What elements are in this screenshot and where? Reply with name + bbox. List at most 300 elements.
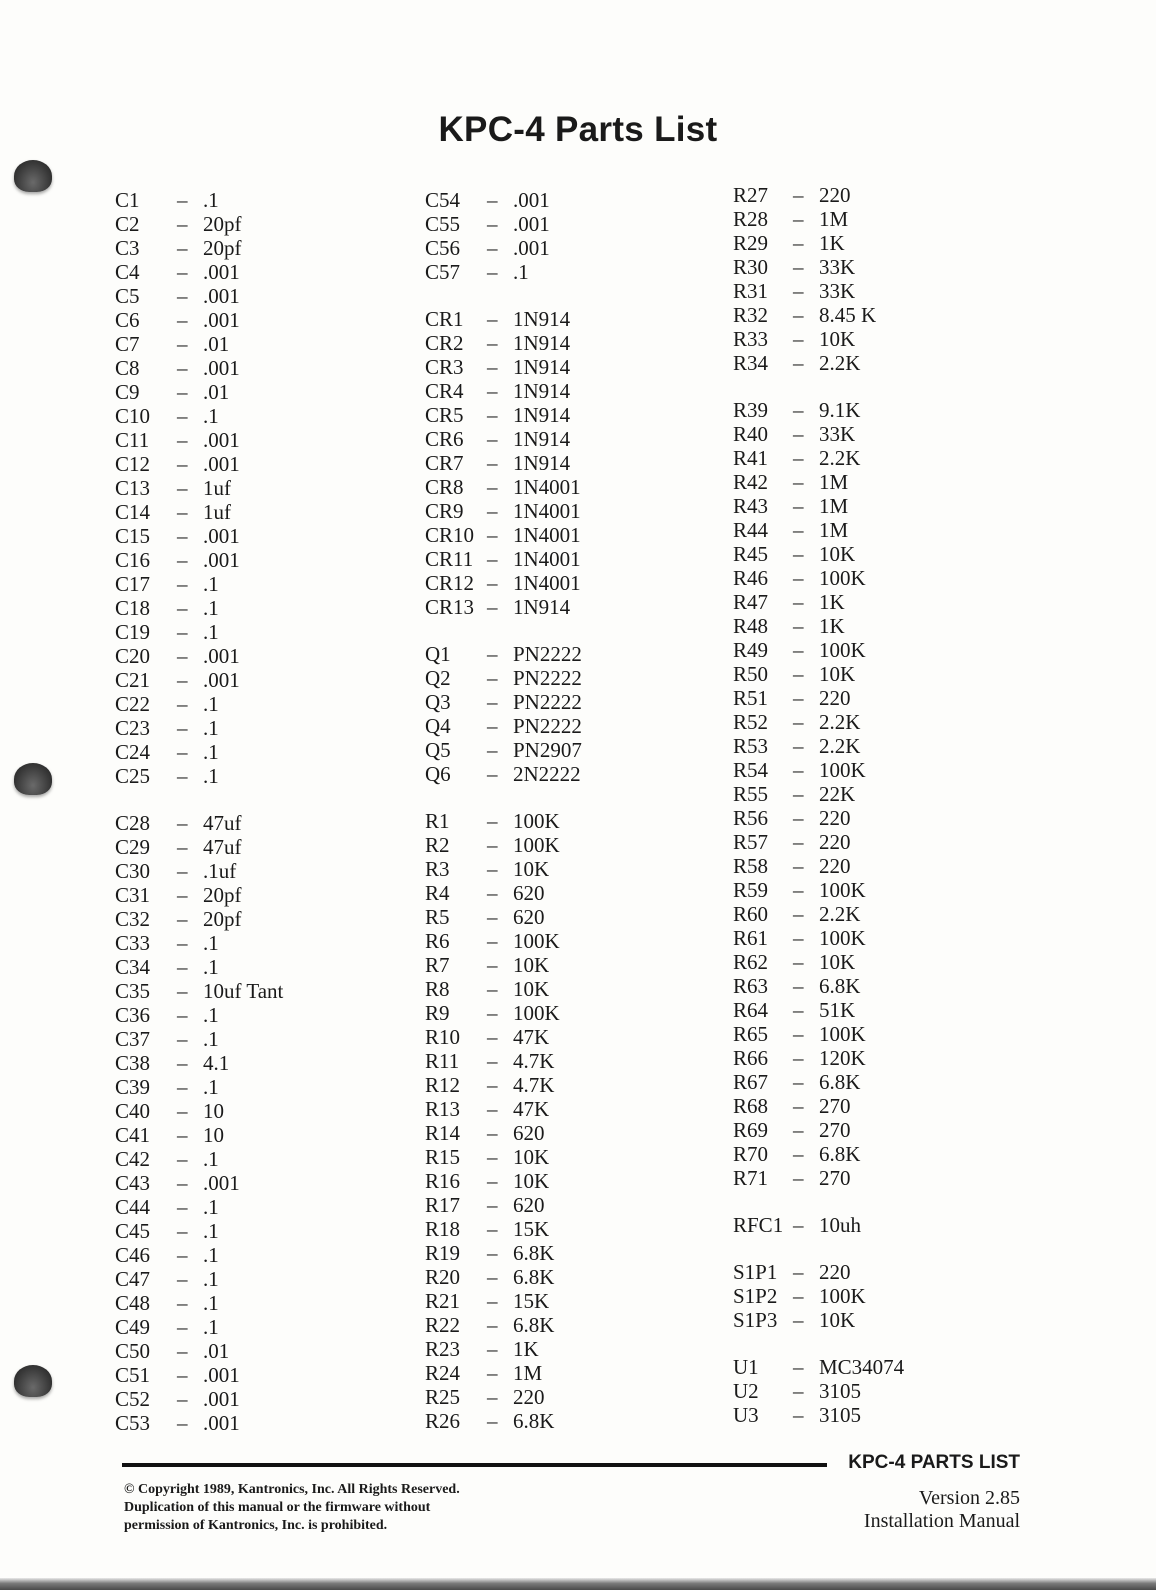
part-ref: Q1: [425, 642, 451, 666]
part-entry: [733, 422, 904, 446]
part-dash: –: [177, 979, 188, 1003]
part-entry: [733, 854, 904, 878]
part-entry: [733, 1022, 904, 1046]
part-entry: [733, 590, 904, 614]
part-ref: C14: [115, 500, 151, 524]
part-entry: [425, 642, 582, 666]
part-ref: R40: [733, 422, 769, 446]
part-ref: C25: [115, 764, 151, 788]
part-val: .1: [203, 1267, 219, 1291]
part-ref: C43: [115, 1171, 151, 1195]
part-dash: –: [487, 738, 498, 762]
part-ref: C34: [115, 955, 151, 979]
part-entry: [733, 207, 904, 231]
part-entry: [115, 404, 283, 428]
part-val: 47K: [513, 1097, 550, 1121]
part-dash: –: [177, 1051, 188, 1075]
part-entry: [115, 188, 283, 212]
part-val: 15K: [513, 1289, 550, 1313]
part-entry: [733, 686, 904, 710]
part-entry: [115, 668, 283, 692]
part-val: 120K: [819, 1046, 866, 1070]
part-dash: –: [793, 1403, 804, 1427]
part-ref: C18: [115, 596, 151, 620]
version-text: Version 2.85: [918, 1487, 1020, 1509]
part-entry: [425, 260, 582, 284]
part-ref: C19: [115, 620, 151, 644]
part-ref: C3: [115, 236, 140, 260]
part-val: 2.2K: [819, 710, 861, 734]
part-dash: –: [487, 857, 498, 881]
part-entry: [115, 236, 283, 260]
part-val: 1N914: [513, 307, 571, 331]
part-ref: CR10: [425, 523, 475, 547]
part-val: 270: [819, 1118, 851, 1142]
part-dash: –: [793, 494, 804, 518]
part-val: 100K: [819, 1284, 866, 1308]
part-ref: R64: [733, 998, 769, 1022]
part-dash: –: [177, 1171, 188, 1195]
part-dash: –: [793, 1118, 804, 1142]
part-val: .001: [203, 260, 240, 284]
part-ref: C17: [115, 572, 151, 596]
part-val: 4.1: [203, 1051, 230, 1075]
part-ref: R54: [733, 758, 769, 782]
part-ref: C28: [115, 811, 151, 835]
part-val: .001: [203, 452, 240, 476]
part-ref: U2: [733, 1379, 759, 1403]
part-dash: –: [177, 859, 188, 883]
part-val: .001: [203, 548, 240, 572]
part-ref: C57: [425, 260, 461, 284]
part-dash: –: [177, 212, 188, 236]
part-dash: –: [487, 690, 498, 714]
part-val: 3105: [819, 1403, 861, 1427]
part-entry: [425, 1049, 582, 1073]
part-dash: –: [177, 1027, 188, 1051]
part-val: 33K: [819, 279, 856, 303]
part-dash: –: [793, 351, 804, 375]
part-ref: R52: [733, 710, 769, 734]
part-ref: U1: [733, 1355, 759, 1379]
part-val: .1: [203, 764, 219, 788]
part-val: 100K: [819, 926, 866, 950]
part-dash: –: [487, 1361, 498, 1385]
part-entry: [733, 806, 904, 830]
part-entry: [425, 1337, 582, 1361]
part-val: .01: [203, 1339, 230, 1363]
part-entry: [115, 716, 283, 740]
part-dash: –: [487, 977, 498, 1001]
part-entry: [115, 644, 283, 668]
part-entry: [115, 308, 283, 332]
copyright-line: permission of Kantronics, Inc. is prohibited.: [124, 1518, 388, 1533]
part-ref: R4: [425, 881, 450, 905]
part-entry: [425, 714, 582, 738]
part-dash: –: [487, 1049, 498, 1073]
part-ref: R43: [733, 494, 769, 518]
part-ref: C22: [115, 692, 151, 716]
part-dash: –: [487, 523, 498, 547]
part-val: 1M: [819, 494, 849, 518]
part-entry: [115, 1171, 283, 1195]
part-val: 10K: [513, 953, 550, 977]
part-val: 220: [819, 806, 851, 830]
part-val: .001: [203, 284, 240, 308]
punch-hole-bottom: [14, 1365, 52, 1397]
part-ref: C55: [425, 212, 461, 236]
page-bottom-edge: [0, 1578, 1156, 1590]
part-entry: [115, 1147, 283, 1171]
part-val: 6.8K: [819, 974, 861, 998]
part-val: 2N2222: [513, 762, 581, 786]
copyright-line: © Copyright 1989, Kantronics, Inc. All Rights Reserved.: [124, 1482, 460, 1497]
part-ref: C4: [115, 260, 140, 284]
part-dash: –: [793, 1379, 804, 1403]
part-val: .1: [203, 1315, 219, 1339]
part-dash: –: [487, 1409, 498, 1433]
part-ref: R30: [733, 255, 769, 279]
part-entry: [425, 1121, 582, 1145]
part-ref: C44: [115, 1195, 151, 1219]
part-dash: –: [487, 595, 498, 619]
part-val: 10K: [819, 327, 856, 351]
part-dash: –: [793, 1094, 804, 1118]
part-ref: C5: [115, 284, 140, 308]
part-entry: [115, 811, 283, 835]
part-val: 100K: [819, 758, 866, 782]
part-entry: [733, 614, 904, 638]
part-ref: R66: [733, 1046, 769, 1070]
part-ref: R62: [733, 950, 769, 974]
part-ref: R11: [425, 1049, 460, 1073]
part-val: PN2222: [513, 642, 582, 666]
part-val: PN2907: [513, 738, 582, 762]
page-title: KPC-4 Parts List: [438, 110, 718, 149]
part-dash: –: [177, 1267, 188, 1291]
part-ref: C46: [115, 1243, 151, 1267]
part-val: .001: [203, 1411, 240, 1435]
part-ref: R57: [733, 830, 769, 854]
part-dash: –: [793, 1213, 804, 1237]
part-ref: R65: [733, 1022, 769, 1046]
part-entry: [115, 907, 283, 931]
part-ref: R8: [425, 977, 450, 1001]
part-ref: C21: [115, 668, 151, 692]
part-val: 15K: [513, 1217, 550, 1241]
part-val: 20pf: [203, 212, 242, 236]
part-ref: C56: [425, 236, 461, 260]
part-val: .001: [203, 1363, 240, 1387]
part-dash: –: [177, 931, 188, 955]
part-dash: –: [177, 955, 188, 979]
part-ref: S1P1: [733, 1260, 778, 1284]
part-dash: –: [793, 1308, 804, 1332]
part-entry: [115, 380, 283, 404]
part-ref: Q2: [425, 666, 451, 690]
part-dash: –: [487, 499, 498, 523]
part-val: .001: [203, 1171, 240, 1195]
part-entry: [425, 881, 582, 905]
part-entry: [733, 734, 904, 758]
part-ref: C38: [115, 1051, 151, 1075]
part-val: .1: [203, 955, 219, 979]
part-ref: C1: [115, 188, 140, 212]
part-dash: –: [177, 1363, 188, 1387]
part-ref: C40: [115, 1099, 151, 1123]
part-dash: –: [793, 422, 804, 446]
part-val: 3105: [819, 1379, 861, 1403]
part-entry: [425, 977, 582, 1001]
part-dash: –: [487, 953, 498, 977]
part-ref: C10: [115, 404, 151, 428]
part-val: 100K: [819, 878, 866, 902]
part-val: 100K: [513, 929, 560, 953]
part-dash: –: [487, 809, 498, 833]
part-dash: –: [793, 926, 804, 950]
part-ref: R53: [733, 734, 769, 758]
part-entry: [733, 183, 904, 207]
part-entry: [425, 307, 582, 331]
part-val: PN2222: [513, 714, 582, 738]
part-entry: [733, 710, 904, 734]
part-val: 1N914: [513, 595, 571, 619]
part-entry: [733, 255, 904, 279]
part-ref: CR4: [425, 379, 464, 403]
part-entry: [115, 260, 283, 284]
part-dash: –: [177, 404, 188, 428]
part-entry: [115, 428, 283, 452]
part-dash: –: [177, 476, 188, 500]
part-entry: [115, 1363, 283, 1387]
part-val: 33K: [819, 255, 856, 279]
part-dash: –: [487, 1001, 498, 1025]
part-val: 1N914: [513, 331, 571, 355]
part-dash: –: [177, 1003, 188, 1027]
part-val: .001: [203, 668, 240, 692]
part-entry: [115, 1003, 283, 1027]
part-entry: [733, 1166, 904, 1190]
part-entry: [733, 470, 904, 494]
part-entry: [115, 500, 283, 524]
part-dash: –: [177, 380, 188, 404]
part-dash: –: [793, 255, 804, 279]
part-val: .1: [203, 1147, 219, 1171]
part-val: 1N4001: [513, 523, 581, 547]
part-dash: –: [177, 356, 188, 380]
part-val: .01: [203, 332, 230, 356]
part-entry: [425, 451, 582, 475]
part-dash: –: [177, 236, 188, 260]
part-entry: [425, 475, 582, 499]
part-entry: [115, 883, 283, 907]
part-val: .01: [203, 380, 230, 404]
part-entry: [425, 953, 582, 977]
part-val: 1M: [513, 1361, 543, 1385]
part-val: .001: [513, 212, 550, 236]
part-ref: R21: [425, 1289, 461, 1313]
part-dash: –: [793, 327, 804, 351]
part-ref: R14: [425, 1121, 461, 1145]
part-entry: [733, 1070, 904, 1094]
part-dash: –: [487, 307, 498, 331]
part-dash: –: [793, 998, 804, 1022]
part-dash: –: [487, 1169, 498, 1193]
part-ref: R12: [425, 1073, 461, 1097]
part-val: .1: [203, 740, 219, 764]
part-ref: R71: [733, 1166, 769, 1190]
part-dash: –: [487, 666, 498, 690]
part-dash: –: [487, 1145, 498, 1169]
part-entry: [115, 1243, 283, 1267]
part-entry: [425, 762, 582, 786]
part-entry: [733, 1213, 904, 1237]
part-dash: –: [487, 929, 498, 953]
part-val: 10K: [819, 950, 856, 974]
part-ref: C9: [115, 380, 140, 404]
part-val: MC34074: [819, 1355, 905, 1379]
part-entry: [115, 284, 283, 308]
part-ref: R5: [425, 905, 450, 929]
part-dash: –: [487, 355, 498, 379]
part-val: .1uf: [203, 859, 237, 883]
part-val: 10K: [513, 1145, 550, 1169]
part-entry: [115, 332, 283, 356]
part-dash: –: [487, 1265, 498, 1289]
part-ref: C41: [115, 1123, 151, 1147]
part-dash: –: [793, 950, 804, 974]
part-val: 620: [513, 1121, 545, 1145]
part-ref: C31: [115, 883, 151, 907]
part-val: 4.7K: [513, 1049, 555, 1073]
part-ref: R50: [733, 662, 769, 686]
part-val: PN2222: [513, 666, 582, 690]
part-ref: CR8: [425, 475, 464, 499]
part-val: 2.2K: [819, 446, 861, 470]
part-dash: –: [177, 620, 188, 644]
part-val: .1: [203, 1243, 219, 1267]
part-val: 20pf: [203, 883, 242, 907]
copyright-notice: [124, 1481, 594, 1535]
part-val: 10K: [513, 977, 550, 1001]
part-ref: R60: [733, 902, 769, 926]
part-entry: [425, 547, 582, 571]
part-entry: [733, 542, 904, 566]
part-entry: [425, 1385, 582, 1409]
part-ref: C36: [115, 1003, 151, 1027]
part-dash: –: [177, 644, 188, 668]
part-dash: –: [177, 1123, 188, 1147]
part-dash: –: [177, 811, 188, 835]
part-entry: [425, 666, 582, 690]
part-ref: CR2: [425, 331, 464, 355]
part-ref: C15: [115, 524, 151, 548]
part-entry: [425, 809, 582, 833]
part-entry: [733, 398, 904, 422]
part-entry: [115, 1387, 283, 1411]
part-val: 6.8K: [819, 1070, 861, 1094]
part-dash: –: [177, 596, 188, 620]
part-entry: [733, 351, 904, 375]
part-ref: R22: [425, 1313, 461, 1337]
part-entry: [425, 571, 582, 595]
part-ref: R17: [425, 1193, 461, 1217]
part-ref: R55: [733, 782, 769, 806]
part-dash: –: [793, 806, 804, 830]
part-entry: [733, 446, 904, 470]
part-entry: [115, 835, 283, 859]
part-entry: [733, 1118, 904, 1142]
part-entry: [115, 979, 283, 1003]
part-val: .001: [203, 524, 240, 548]
part-ref: U3: [733, 1403, 759, 1427]
part-val: 220: [819, 183, 851, 207]
part-ref: R16: [425, 1169, 461, 1193]
part-dash: –: [487, 642, 498, 666]
part-val: 4.7K: [513, 1073, 555, 1097]
part-dash: –: [793, 231, 804, 255]
part-dash: –: [177, 1075, 188, 1099]
part-entry: [115, 859, 283, 883]
part-entry: [733, 1284, 904, 1308]
part-dash: –: [487, 427, 498, 451]
part-entry: [115, 524, 283, 548]
part-val: 620: [513, 1193, 545, 1217]
part-val: 10K: [819, 662, 856, 686]
part-entry: [115, 620, 283, 644]
part-entry: [115, 1339, 283, 1363]
part-dash: –: [793, 1022, 804, 1046]
part-val: .001: [203, 1387, 240, 1411]
part-entry: [425, 1409, 582, 1433]
part-entry: [733, 974, 904, 998]
part-val: .1: [203, 1075, 219, 1099]
part-ref: C11: [115, 428, 150, 452]
part-val: 6.8K: [513, 1241, 555, 1265]
part-ref: R56: [733, 806, 769, 830]
part-dash: –: [793, 1046, 804, 1070]
part-entry: [733, 1379, 904, 1403]
part-entry: [115, 1411, 283, 1435]
part-entry: [425, 595, 582, 619]
part-entry: [115, 764, 283, 788]
part-entry: [425, 236, 582, 260]
part-entry: [115, 955, 283, 979]
parts-column-1: [115, 188, 283, 1435]
part-ref: C35: [115, 979, 151, 1003]
punch-hole-top: [14, 160, 52, 192]
part-val: 10K: [513, 1169, 550, 1193]
part-entry: [733, 1094, 904, 1118]
part-val: 2.2K: [819, 351, 861, 375]
part-entry: [115, 1051, 283, 1075]
punch-hole-middle: [14, 763, 52, 795]
part-entry: [115, 1099, 283, 1123]
part-val: 220: [819, 1260, 851, 1284]
part-ref: Q6: [425, 762, 451, 786]
part-dash: –: [177, 500, 188, 524]
part-dash: –: [793, 854, 804, 878]
part-ref: R49: [733, 638, 769, 662]
part-ref: S1P2: [733, 1284, 778, 1308]
part-entry: [425, 403, 582, 427]
part-ref: C8: [115, 356, 140, 380]
part-entry: [733, 662, 904, 686]
part-ref: C16: [115, 548, 151, 572]
part-entry: [425, 1289, 582, 1313]
part-entry: [425, 379, 582, 403]
part-val: .1: [203, 931, 219, 955]
